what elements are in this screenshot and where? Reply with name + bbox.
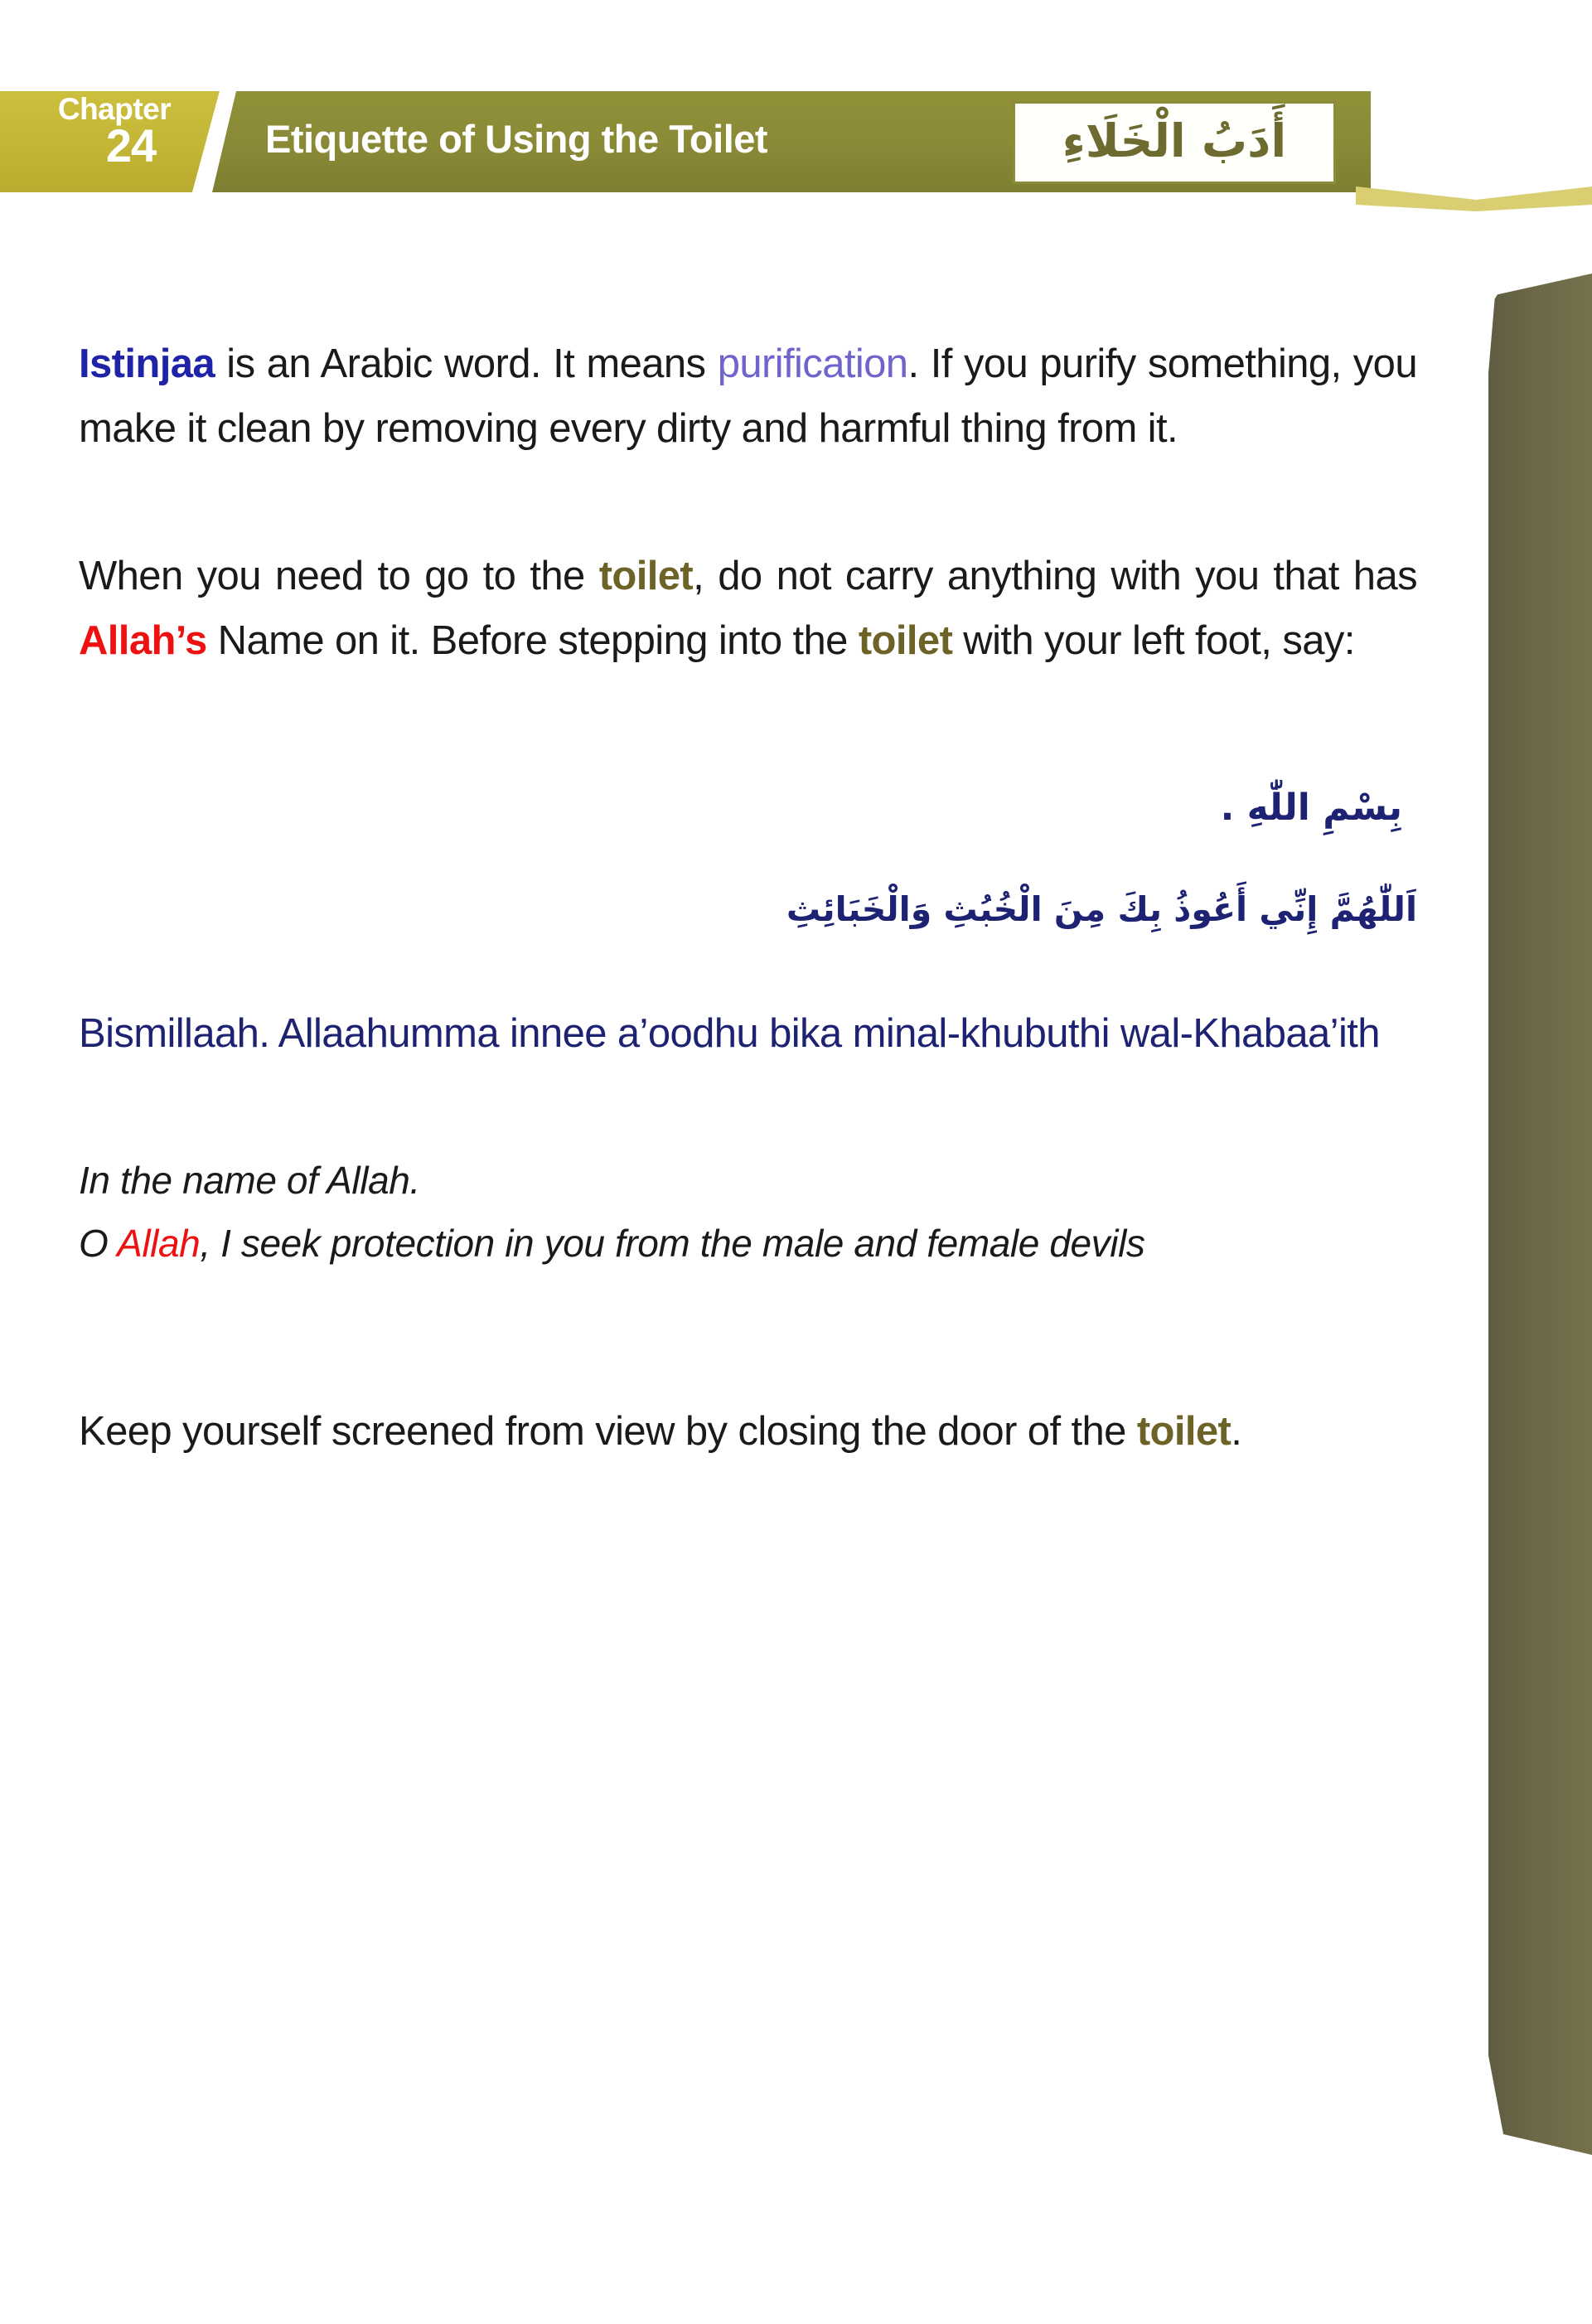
- keyword-toilet-3: toilet: [1136, 1409, 1232, 1454]
- arabic-chapter-title: أَدَبُ الْخَلَاءِ: [1062, 114, 1287, 167]
- spacer: [79, 938, 1417, 1001]
- paragraph2-text-2: , do not carry anything with you that has: [693, 554, 1417, 598]
- spacer: [79, 1275, 1417, 1399]
- keyword-toilet-1: toilet: [598, 554, 694, 598]
- dua-arabic-line-1: بِسْمِ اللّٰهِ .: [1220, 787, 1402, 829]
- keyword-purification: purification: [717, 341, 908, 386]
- dua-arabic-line-2: اَللّٰهُمَّ إِنِّي أَعُوذُ بِكَ مِنَ الْخُبُثِ وَالْخَبَائِثِ: [786, 889, 1417, 929]
- keyword-allahs: Allah’s: [79, 618, 207, 663]
- spacer: [79, 673, 1417, 779]
- keyword-allah: Allah: [117, 1222, 201, 1265]
- dua-translation-line-2: [79, 1212, 1417, 1275]
- paragraph-istinjaa: [79, 332, 1417, 461]
- dua-transliteration: Bismillaah. Allaahumma innee a’oodhu bika minal-khubuthi wal-Khabaa’ith: [79, 1011, 1380, 1056]
- page-content: [79, 332, 1417, 1464]
- paragraph1-text-1: is an Arabic word. It means: [215, 341, 718, 386]
- arabic-chapter-title-box: [1013, 101, 1336, 184]
- chapter-number: 24: [105, 119, 157, 172]
- paragraph3-text-2: .: [1231, 1409, 1242, 1454]
- translation-text-1: O: [79, 1222, 118, 1265]
- page-label: Page: [1385, 133, 1453, 164]
- keyword-istinjaa: Istinjaa: [79, 341, 215, 386]
- right-edge-decoration: [1488, 274, 1592, 2155]
- spacer: [79, 837, 1417, 880]
- paragraph-before-dua: [79, 544, 1417, 673]
- spacer: [79, 1066, 1417, 1149]
- chapter-title: Etiquette of Using the Toilet: [265, 117, 768, 161]
- paragraph2-text-4: with your left foot, say:: [952, 618, 1355, 663]
- keyword-toilet-2: toilet: [858, 618, 953, 663]
- chapter-label: Chapter: [57, 92, 172, 126]
- paragraph2-text-3: Name on it. Before stepping into the: [206, 618, 859, 663]
- dua-translation-line-1: In the name of Allah.: [79, 1159, 420, 1202]
- paragraph2-text-1: When you need to go to the: [79, 554, 599, 598]
- paragraph1-text-2: . If you purify something, you make it clean by removing every dirty and harmful thing from it.: [79, 341, 1417, 451]
- spacer: [79, 461, 1417, 544]
- page-number: 123: [1503, 128, 1561, 167]
- paragraph-screening: [79, 1399, 1417, 1464]
- translation-text-2: , I seek protection in you from the male and female devils: [200, 1222, 1145, 1265]
- paragraph3-text-1: Keep yourself screened from view by closing the door of the: [79, 1409, 1137, 1454]
- page-header: [0, 0, 1592, 249]
